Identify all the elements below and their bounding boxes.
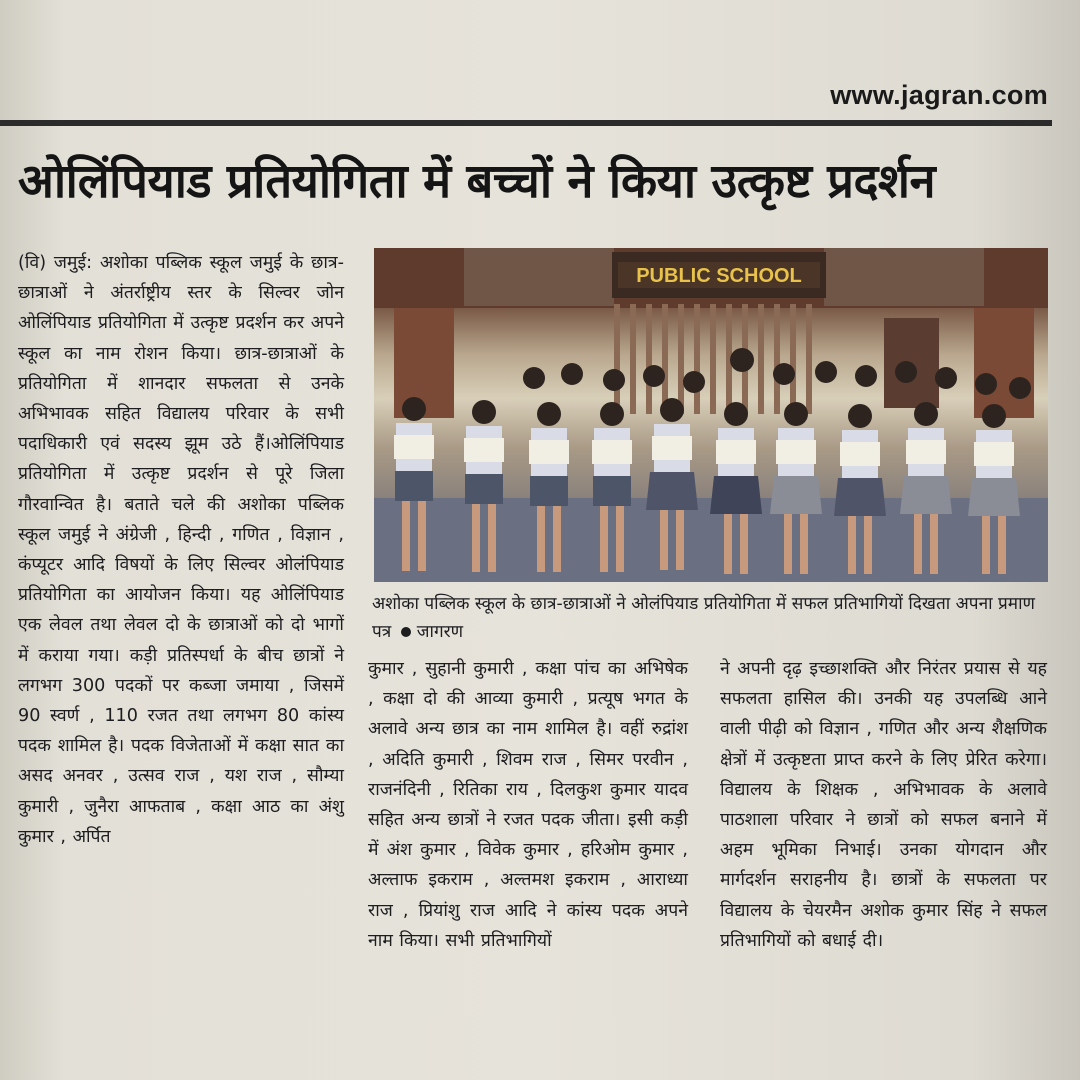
students-photo-illustration	[374, 248, 1048, 582]
photo-caption	[372, 590, 1048, 646]
article-column-3: ने अपनी दृढ़ इच्छाशक्ति और निरंतर प्रयास से यह सफलता हासिल की। उनकी यह उपलब्धि आने वाली पीढ़ी को विज्ञान , गणित और अन्य शैक्षणिक क्षेत्रों में उत्कृष्टता प्राप्त करने के लिए प्रेरित करेगा। विद्यालय के शिक्षक , अभिभावक के अलावे पाठशाला परिवार ने छात्रों को सफल बनाने में अहम भूमिका निभाई। उनका योगदान और मार्गदर्शन सराहनीय है। छात्रों के सफलता पर विद्यालय के चेयरमैन अशोक कुमार सिंह ने सफल प्रतिभागियों को बधाई दी।	[720, 659, 1047, 951]
news-photo	[374, 248, 1048, 582]
photo-banner-text: PUBLIC SCHOOL	[636, 265, 802, 287]
site-url: www.jagran.com	[830, 80, 1048, 110]
photo-credit: जागरण	[416, 622, 464, 642]
article-column-1: (वि) जमुई: अशोका पब्लिक स्कूल जमुई के छात्र-छात्राओं ने अंतर्राष्ट्रीय स्तर के सिल्वर जोन ओलिंपियाड प्रतियोगिता में उत्कृष्ट प्रदर्शन कर अपने स्कूल का नाम रोशन किया। छात्र-छात्राओं के प्रतियोगिता में शानदार सफलता से उनके अभिभावक सहित विद्यालय परिवार के सभी पदाधिकारी एवं सदस्य झूम उठे हैं।ओलिंपियाड प्रतियोगिता में उत्कृष्ट प्रदर्शन से पूरे जिला गौरवान्वित है। बताते चले की अशोका पब्लिक स्कूल जमुई ने अंग्रेजी , हिन्दी , गणित , विज्ञान , कंप्यूटर आदि विषयों के लिए सिल्वर ओलंपियाड प्रतियोगिता का आयोजन किया। यह ओलिंपियाड एक लेवल तथा लेवल दो के छात्राओं को दो भागों में कराया गया। कड़ी प्रतिस्पर्धा के बीच छात्रों ने लगभग 300 पदकों पर कब्जा जमाया , जिसमें 90 स्वर्ण , 110 रजत तथा लगभग 80 कांस्य पदक शामिल है। पदक विजेताओं में कक्षा सात का असद अनवर , उत्सव राज , यश राज , सौम्या कुमारी , जुनैरा आफताब , कक्षा आठ का अंशु कुमार , अर्पित	[18, 253, 344, 847]
caption-text: अशोका पब्लिक स्कूल के छात्र-छात्राओं ने ओलंपियाड प्रतियोगिता में सफल प्रतिभागियों दिखता अपना प्रमाण पत्र	[372, 594, 1035, 642]
headline: ओलिंपियाड प्रतियोगिता में बच्चों ने किया उत्कृष्ट प्रदर्शन	[18, 154, 936, 209]
credit-dot-icon	[401, 627, 411, 637]
article-column-2: कुमार , सुहानी कुमारी , कक्षा पांच का अभिषेक , कक्षा दो की आव्या कुमारी , प्रत्यूष भगत के अलावे अन्य छात्र का नाम शामिल है। वहीं रुद्रांश , अदिति कुमारी , शिवम राज , सिमर परवीन , राजनंदिनी , रितिका राय , दिलकुश कुमार यादव सहित अन्य छात्रों ने रजत पदक जीता। इसी कड़ी में अंश कुमार , विवेक कुमार , हरिओम कुमार , अल्ताफ इकराम , अल्तमश इकराम , आराध्या राज , प्रियांशु राज आदि ने कांस्य पदक अपने नाम किया। सभी प्रतिभागियों	[368, 659, 688, 951]
header-rule	[0, 120, 1052, 126]
